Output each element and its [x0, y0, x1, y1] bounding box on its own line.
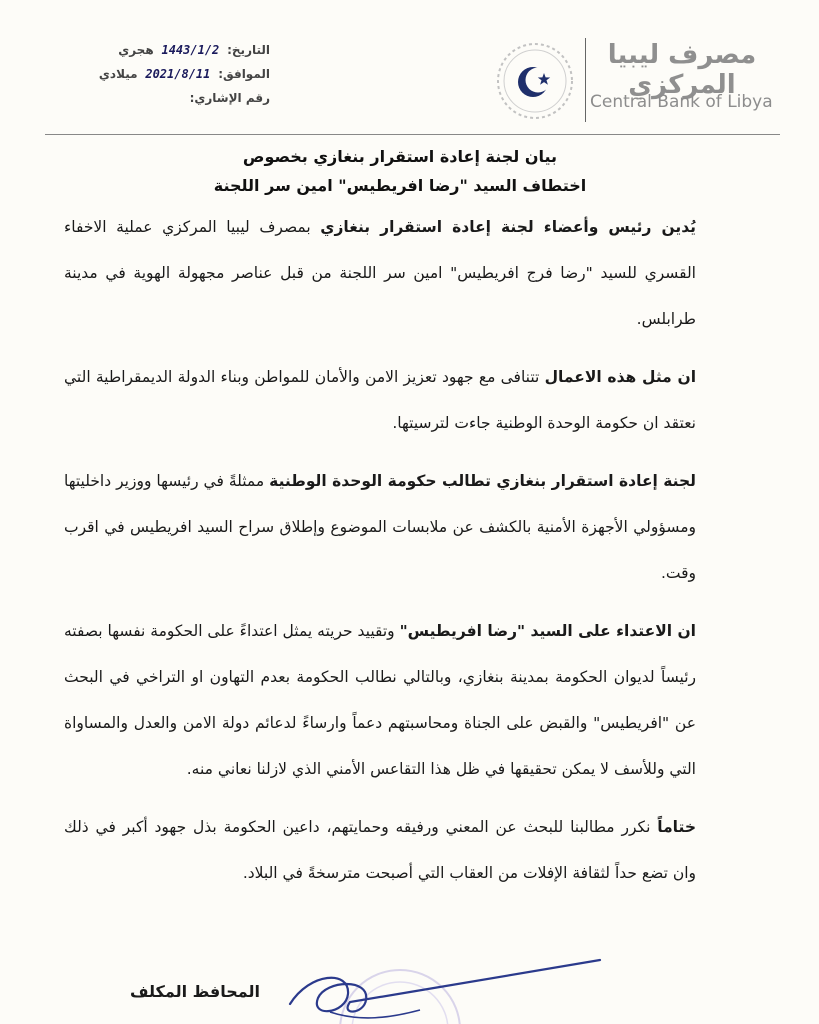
date-hijri-value: 1443/1/2 [161, 43, 220, 57]
date-hijri-row [60, 38, 270, 62]
paragraph-1 [64, 204, 696, 342]
handwritten-signature [270, 952, 630, 1024]
date-gregorian-value: 2021/8/11 [145, 67, 211, 81]
paragraph-3-text: ممثلةً في رئيسها ووزير داخليتها ومسؤولي الأجهزة الأمنية بالكشف عن ملابسات الموضوع وإطلاق سراح السيد افريطيس في اقرب وقت. [64, 472, 696, 582]
title-line-2: اختطاف السيد "رضا افريطيس" امين سر اللجنة [213, 176, 587, 195]
paragraph-2 [64, 354, 696, 446]
paragraph-5 [64, 804, 696, 896]
paragraph-1-text: بمصرف ليبيا المركزي عملية الاخفاء القسري للسيد "رضا فرج افريطيس" امين سر اللجنة من قبل عناصر مجهولة الهوية في مدينة طرابلس. [64, 218, 696, 328]
title-line-1: بيان لجنة إعادة استقرار بنغازي بخصوص [242, 147, 558, 166]
bank-name-english: Central Bank of Libya [590, 92, 773, 112]
statement-title [100, 142, 700, 200]
signatory-title: المحافظ المكلف [129, 982, 260, 1001]
date-gregorian-label: الموافق: [218, 67, 270, 81]
statement-body [64, 204, 696, 908]
date-hijri-suffix: هجري [118, 43, 154, 57]
reference-label: رقم الإشاري: [189, 91, 270, 105]
paragraph-4 [64, 608, 696, 792]
date-gregorian-row [60, 62, 270, 86]
paragraph-3 [64, 458, 696, 596]
letterhead [0, 0, 819, 135]
date-hijri-label: التاريخ: [227, 43, 270, 57]
paragraph-1-lead: يُدين رئيس وأعضاء لجنة إعادة استقرار بنغازي [320, 218, 696, 236]
date-block [60, 38, 270, 110]
paragraph-5-lead: ختاماً [657, 818, 696, 836]
paragraph-4-text: وتقييد حريته يمثل اعتداءً على الحكومة نفسها بصفته رئيساً لديوان الحكومة بمدينة بنغازي، وبالتالي نطالب الحكومة بعدم التهاون او التراخي في البحث عن "افريطيس" والقبض على الجناة ومحاسبتهم دعماً وارساءً لدعائم دولة الامن والعدل والمساواة التي وللأسف لا يمكن تحقيقها في ظل هذا التقاعس الأمني الذي لازلنا نعاني منه. [64, 622, 696, 778]
paragraph-2-lead: ان مثل هذه الاعمال [544, 368, 697, 386]
reference-row [60, 86, 270, 110]
header-divider [45, 134, 780, 135]
logo-divider [585, 38, 586, 122]
crescent-star-emblem-icon [494, 40, 576, 122]
date-gregorian-suffix: ميلادي [98, 67, 138, 81]
paragraph-3-lead: لجنة إعادة استقرار بنغازي تطالب حكومة الوحدة الوطنية [269, 472, 697, 490]
bank-name-arabic: مصرف ليبيا المركزي [607, 40, 757, 100]
paragraph-2-text: تتنافى مع جهود تعزيز الامن والأمان للمواطن وبناء الدولة الديمقراطية التي نعتقد ان حكومة الوحدة الوطنية جاءت لترسيتها. [64, 368, 696, 432]
paragraph-4-lead: ان الاعتداء على السيد "رضا افريطيس" [399, 622, 696, 640]
paragraph-5-text: نكرر مطالبنا للبحث عن المعني ورفيقه وحمايتهم، داعين الحكومة بذل جهود أكبر في ذلك وان تضع حداً لثقافة الإفلات من العقاب التي أصبحت مترسخةً في البلاد. [64, 818, 696, 882]
